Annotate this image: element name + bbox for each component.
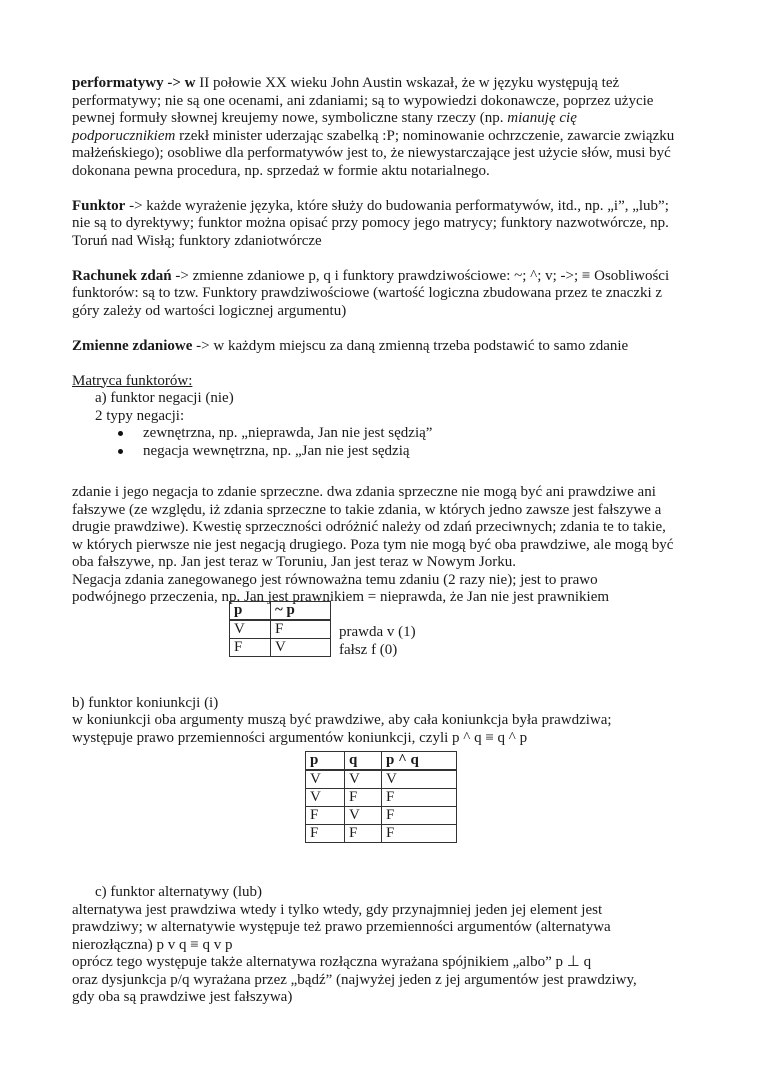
table-cell: V [382,770,457,789]
text-span: Negacja zdania zanegowanego jest równoważna temu zdaniu (2 razy nie); jest to prawo [72,571,598,588]
term-label: Funktor [72,197,126,214]
paragraph-performatywy [72,75,712,180]
table-header-cell: q [345,752,382,771]
table-header-cell: p ^ q [382,752,457,771]
paragraph-alternatywa [72,884,712,1007]
text-span: pewnej formuły słownej kreujemy nowe, symboliczne stany rzeczy (np. [72,110,508,126]
text-line [72,537,712,555]
text-line [72,919,712,937]
paragraph-zmienne-zdaniowe [72,338,712,356]
text-line [72,937,712,955]
conjunction-table-block [72,751,712,851]
text-line [72,285,712,303]
text-span: drugie prawdziwe). Kwestię sprzeczności odróżnić należy od zdań przeciwnych; zdania te to takie, [72,519,666,535]
table-cell: F [382,789,457,807]
table-cell: F [230,638,271,656]
paragraph-rachunek-zdan [72,268,712,321]
table-cell: F [271,620,331,639]
text-line [72,712,712,730]
negation-truth-table [229,601,331,657]
text-span: oraz dysjunkcja p/q wyrażana przez „bądź” (najwyżej jeden z jej argumentów jest prawdziwy, [72,971,637,988]
table-cell: V [271,638,331,656]
table-cell: V [345,807,382,825]
text-line [72,572,712,590]
table-header-cell: ~ p [271,601,331,620]
text-line [72,554,712,572]
text-span: b) funktor koniunkcji (i) [72,694,219,711]
term-label: performatywy -> w [72,75,196,91]
table-cell: F [345,789,382,807]
text-span: w koniunkcji oba argumenty muszą być prawdziwe, aby cała koniunkcja była prawdziwa; [72,712,612,728]
text-line [72,338,712,356]
text-line [72,730,712,748]
section-heading: Matryca funktorów: [72,372,193,389]
text-span: mianuję cię [507,110,577,126]
text-span: performatywy; nie są one ocenami, ani zdaniami; są to wypowiedzi dokonawcze, poprzez użycie [72,92,654,109]
term-label: Rachunek zdań [72,267,172,284]
table-cell: V [345,770,382,789]
text-span: nie są to dyrektywy; funktor można opisać przy pomocy jego matrycy; funktory nazwotwórcze, np. [72,215,669,231]
bullet-item: negacja wewnętrzna, np. „Jan nie jest sędzią [143,442,410,459]
text-line [72,145,712,163]
table-cell: F [382,807,457,825]
paragraph-koniunkcja [72,695,712,748]
table-cell: F [345,825,382,843]
text-line [72,163,712,181]
table-cell: F [306,825,345,843]
text-span: alternatywa jest prawdziwa wtedy i tylko wtedy, gdy przynajmniej jeden jej element jest [72,901,603,918]
text-line [72,198,712,216]
text-span: nierozłączna) p v q ≡ q v p [72,936,233,953]
paragraph-sprzecznosc [72,484,712,607]
table-cell: V [306,770,345,789]
negation-types-label: 2 typy negacji: [95,407,185,424]
text-line [72,303,712,321]
text-span: małżeńskiego); osobliwe dla performatywów jest to, że niewystarczające jest użycie słów, musi być [72,145,671,161]
table-header-cell: p [230,601,271,620]
text-span: -> każde wyrażenie języka, które służy do budowania performatywów, itd., np. „i”, „lub”; [125,197,669,214]
text-span: prawdziwy; w alternatywie występuje też prawo przemienności argumentów (alternatywa [72,919,611,935]
text-line [72,989,712,1007]
text-span: podporucznikiem [72,127,176,144]
text-line [72,110,712,128]
text-span: -> zmienne zdaniowe p, q i funktory prawdziwościowe: ~; ^; v; ->; ≡ Osobliwości [171,267,670,284]
table-cell: V [230,620,271,639]
text-span: zdanie i jego negacja to zdanie sprzeczne. dwa zdania sprzeczne nie mogą być ani prawdziwe ani [72,484,656,500]
text-line [72,884,712,902]
text-line [72,268,712,286]
text-span: oba fałszywe, np. Jan jest teraz w Toruniu, Jan jest teraz w Nowym Jorku. [72,554,516,570]
paragraph-funktor [72,198,712,251]
text-span: gdy oba są prawdziwe jest fałszywa) [72,989,293,1005]
text-span: funktorów: są to tzw. Funktory prawdziwościowe (wartość logiczna zbudowana przez te znaczki z [72,285,663,301]
text-line [72,519,712,537]
conjunction-truth-table [305,751,457,843]
text-line [72,215,712,233]
text-line [72,902,712,920]
table-cell: V [306,789,345,807]
text-span: występuje prawo przemienności argumentów koniunkcji, czyli p ^ q ≡ q ^ p [72,729,528,746]
text-span: II połowie XX wieku John Austin wskazał, że w języku występują też [195,75,620,91]
legend-false: fałsz f (0) [339,641,398,658]
text-span: oprócz tego występuje także alternatywa rozłączna wyrażana spójnikiem „albo” p ⊥ q [72,954,592,970]
text-line [72,502,712,520]
text-span: góry zależy od wartości logicznej argumentu) [72,302,347,319]
text-span: podwójnego przeczenia, np. Jan jest prawnikiem = nieprawda, że Jan nie jest prawnikiem [72,589,610,605]
text-span: rzekł minister uderzając szabelką :P; nominowanie ochrzczenie, zawarcie związku [175,127,675,144]
text-line [72,75,712,93]
text-span: c) funktor alternatywy (lub) [95,884,263,900]
term-label: Zmienne zdaniowe [72,337,193,354]
legend-true: prawda v (1) [339,623,416,640]
text-line [72,93,712,111]
text-line [72,128,712,146]
item-a-label: a) funktor negacji (nie) [95,390,234,406]
text-line [72,954,712,972]
table-header-cell: p [306,752,345,771]
text-span: w których pierwsze nie jest negacją drugiego. Poza tym nie mogą być oba prawdziwe, ale mogą być [72,536,674,553]
text-span: -> w każdym miejscu za daną zmienną trzeba podstawić to samo zdanie [192,337,629,354]
section-matryca [72,373,712,461]
document-page [72,75,712,1007]
table-cell: F [382,825,457,843]
text-line [72,233,712,251]
text-span: dokonana pewna procedura, np. sprzedaż w formie aktu notarialnego. [72,162,490,179]
text-span: fałszywe (ze względu, iż zdania sprzeczne to takie zdania, w których jedno zawsze jest fałszywe a [72,501,662,518]
text-line [72,589,712,607]
text-span: Toruń nad Wisłą; funktory zdaniotwórcze [72,232,322,249]
table-cell: F [306,807,345,825]
text-line [72,972,712,990]
text-line [72,695,712,713]
bullet-item: zewnętrzna, np. „nieprawda, Jan nie jest sędzią” [143,425,433,441]
negation-table-block [72,601,712,669]
text-line [72,484,712,502]
